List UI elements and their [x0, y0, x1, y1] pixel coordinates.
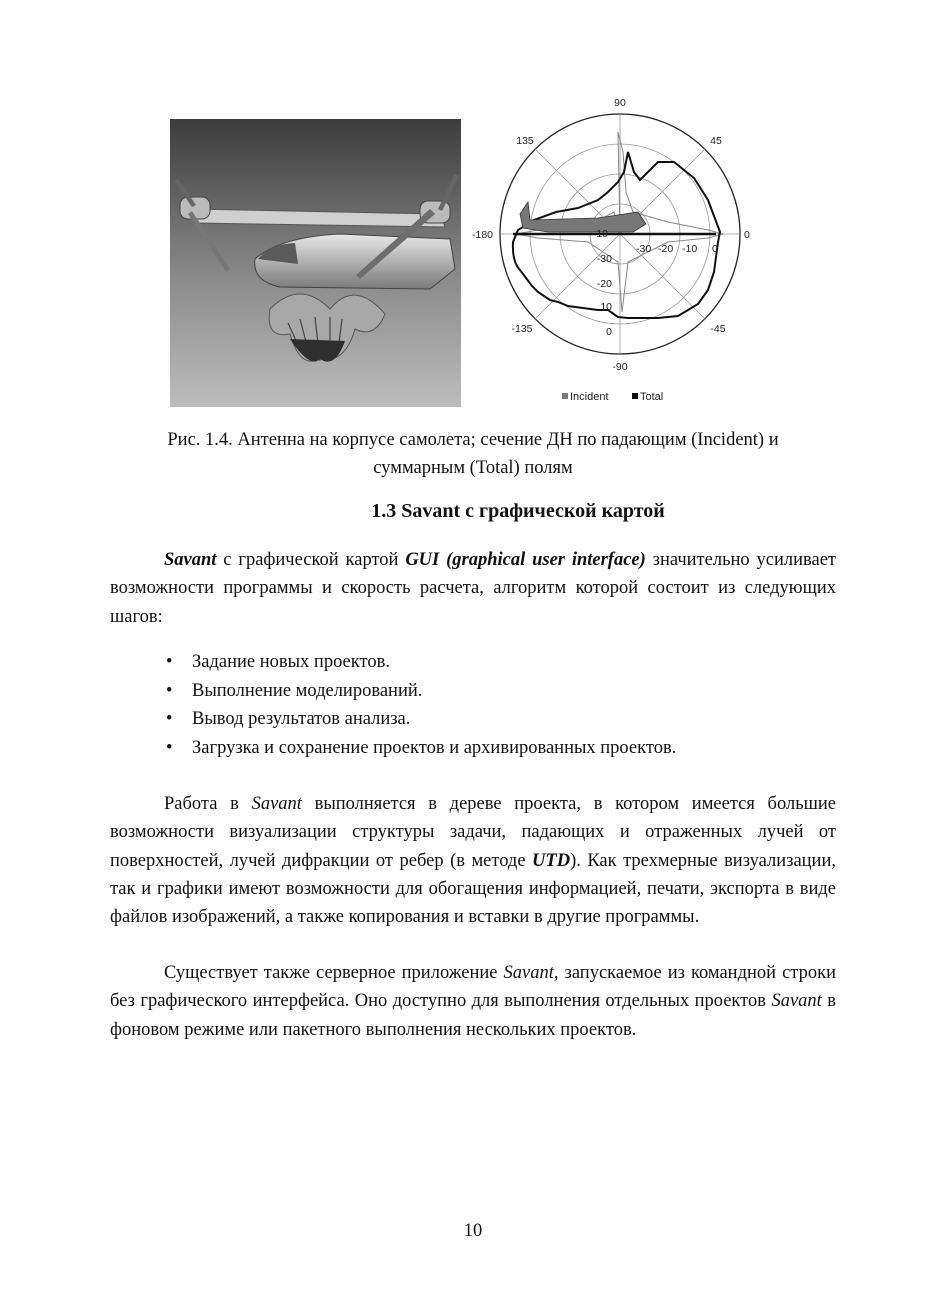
list-item-text: Задание новых проектов.	[192, 652, 390, 672]
bullet-icon: •	[166, 680, 173, 701]
radial-label: -10	[682, 243, 698, 255]
section-title: 1.3 Savant с графической картой	[371, 500, 665, 522]
aircraft-antenna-image	[170, 119, 461, 407]
bullet-icon: •	[166, 737, 173, 758]
caption-line: суммарным (Total) полям	[373, 458, 573, 478]
page-number: 10	[463, 1221, 483, 1241]
gui-term: GUI (graphical user interface)	[405, 550, 646, 570]
radial-label: 10	[600, 301, 612, 313]
radial-label: -20	[596, 278, 612, 290]
list-item-text: Вывод результатов анализа.	[192, 709, 411, 729]
steps-list	[110, 648, 836, 762]
legend-label-total: Total	[640, 391, 664, 403]
paragraph-text: Существует также серверное приложение	[164, 963, 504, 983]
paragraph-text: с графической картой	[216, 550, 406, 570]
legend-swatch-incident	[562, 393, 568, 399]
angle-label: -135	[511, 323, 533, 335]
radial-label: -30	[636, 243, 652, 255]
paragraph-text: выполняется в дереве проекта, в котором имеется большие возможности визуализации структуры задачи, падающих и отраженных лучей от поверхностей, лучей дифракции от ребер (в методе	[110, 794, 836, 871]
radial-label: 0	[606, 326, 612, 338]
paragraph-text: в фоновом режиме или пакетного выполнения нескольких проектов.	[110, 991, 836, 1040]
savant-term: Savant	[771, 991, 822, 1012]
polar-pattern-plot	[468, 92, 768, 414]
angle-label: 0	[744, 229, 750, 241]
paragraph-text: ). Как трехмерные визуализации, так и графики имеют возможности для обогащения информацией, печати, экспорта в виде файлов изображений, а также копирования и вставки в другие программы.	[110, 850, 836, 928]
list-item-text: Загрузка и сохранение проектов и архивированных проектов.	[192, 737, 677, 758]
paragraph-server-app	[110, 959, 836, 1044]
radial-label: -30	[596, 253, 612, 265]
list-item	[110, 677, 836, 706]
bullet-icon: •	[166, 652, 173, 672]
angle-label: -45	[710, 323, 726, 335]
angle-label: 45	[710, 135, 722, 147]
angle-label: 135	[516, 135, 534, 147]
angle-label: 90	[614, 97, 626, 109]
radial-label: 0	[712, 243, 718, 255]
savant-term: Savant	[164, 550, 217, 570]
radial-label: 10	[596, 228, 608, 240]
angle-label: -90	[612, 361, 628, 373]
list-item	[110, 734, 836, 763]
bullet-icon: •	[166, 709, 173, 729]
paragraph-text: Работа в	[164, 794, 252, 814]
radial-label: -20	[658, 243, 674, 255]
list-item	[110, 648, 836, 677]
paragraph-text: значительно усиливает возможности программы и скорость расчета, алгоритм которой состоит из следующих шагов:	[110, 550, 837, 627]
paragraph-project-tree	[110, 790, 836, 931]
utd-term: UTD	[532, 850, 571, 871]
paragraph-intro	[110, 546, 836, 631]
list-item-text: Выполнение моделирований.	[192, 680, 423, 701]
savant-term: Savant	[251, 794, 302, 814]
savant-term: Savant	[503, 963, 554, 983]
paragraph-text: , запускаемое из командной строки без графического интерфейса. Оно доступно для выполнения отдельных проектов	[110, 963, 836, 1012]
caption-line: Рис. 1.4. Антенна на корпусе самолета; сечение ДН по падающим (Incident) и	[167, 430, 779, 450]
figure-caption	[100, 426, 846, 482]
legend-swatch-total	[632, 393, 638, 399]
list-item	[110, 705, 836, 734]
angle-label: -180	[472, 229, 494, 241]
legend-label-incident: Incident	[570, 391, 609, 403]
